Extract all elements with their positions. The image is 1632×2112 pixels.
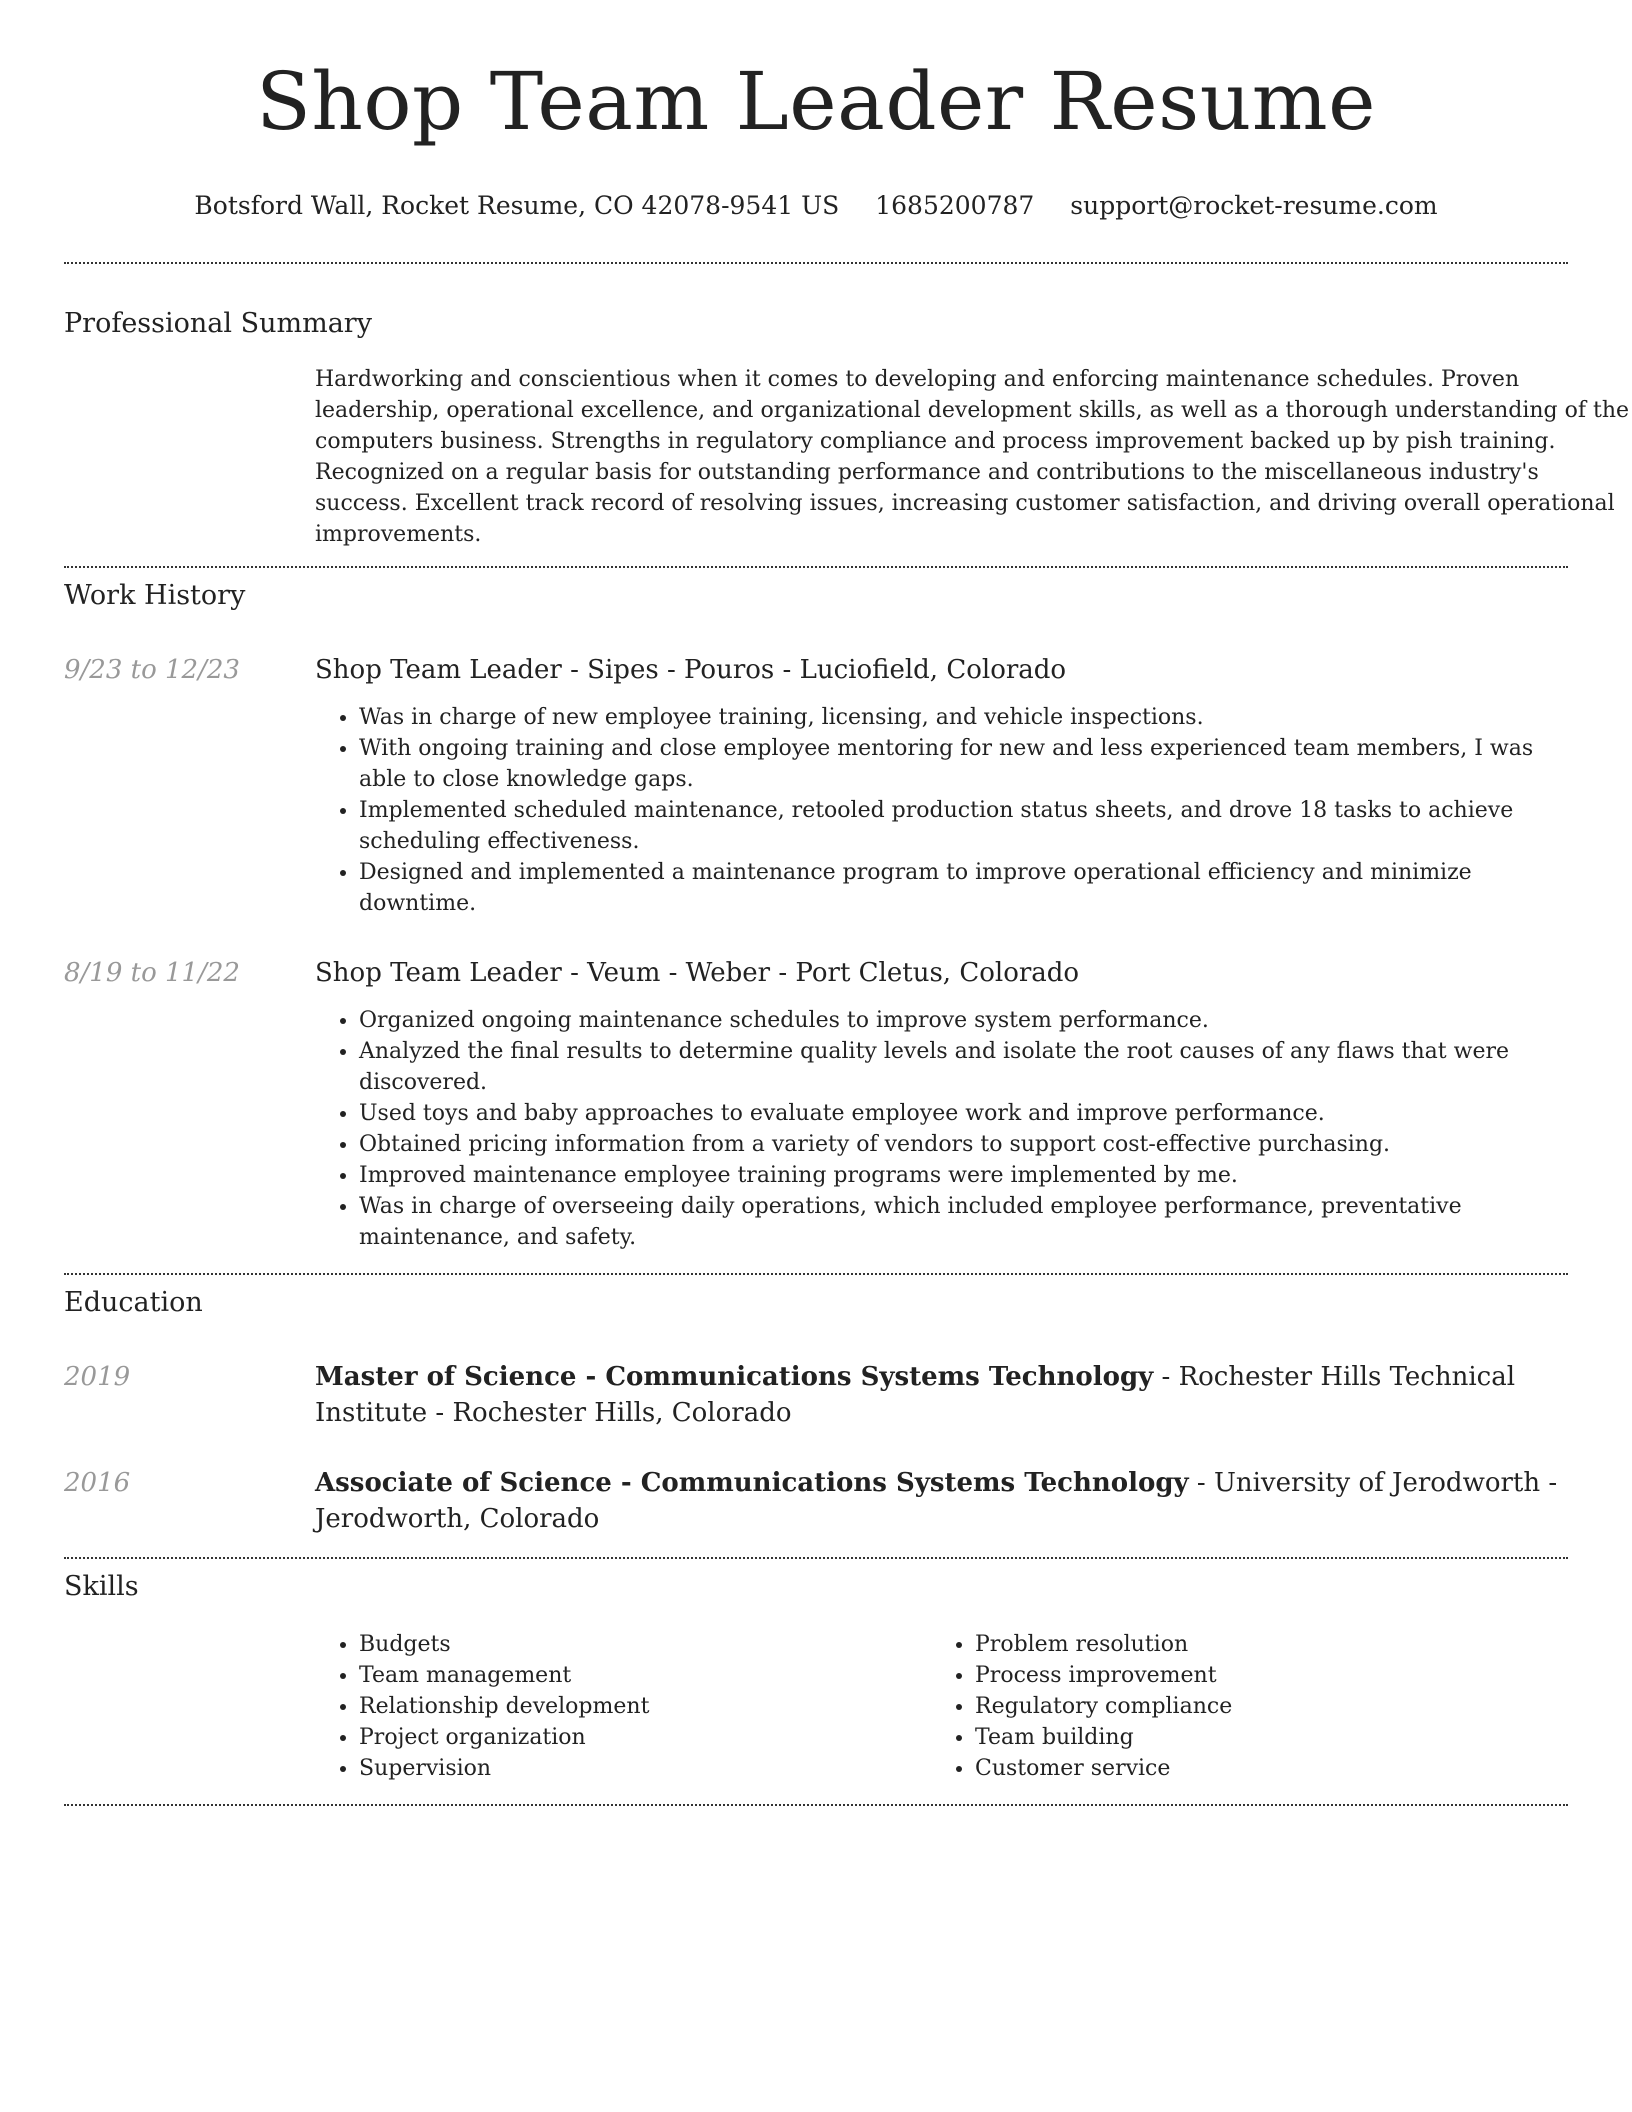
summary-heading: Professional Summary — [64, 308, 372, 339]
list-item: • Relationship development — [359, 1691, 931, 1722]
skills-column-left — [315, 1629, 931, 1784]
list-item: • With ongoing training and close employee mentoring for new and less experienced team members, I was able to close knowledge gaps. — [359, 733, 1568, 795]
job-title: Shop Team Leader - Veum - Weber - Port Cletus, Colorado — [315, 958, 1080, 988]
skills-list — [315, 1629, 1568, 1784]
school-location: - Rochester Hills Technical Institute - Rochester Hills, Colorado — [315, 1362, 1516, 1428]
skills-heading: Skills — [64, 1571, 139, 1602]
list-item: • Designed and implemented a maintenance program to improve operational efficiency and minimize downtime. — [359, 857, 1568, 919]
contact-email: support@rocket-resume.com — [1070, 191, 1438, 220]
section-divider — [64, 566, 1568, 568]
education-entry — [64, 1359, 1568, 1431]
education-detail — [315, 1359, 1568, 1431]
list-item: • Project organization — [359, 1722, 931, 1753]
education-year: 2019 — [64, 1362, 131, 1392]
list-item: • Customer service — [975, 1753, 1547, 1784]
list-item: • Organized ongoing maintenance schedules to improve system performance. — [359, 1005, 1568, 1036]
list-item: • Used toys and baby approaches to evaluate employee work and improve performance. — [359, 1098, 1568, 1129]
job-bullets — [315, 1005, 1568, 1253]
education-year: 2016 — [64, 1468, 131, 1498]
work-entry — [64, 652, 1568, 919]
section-divider — [64, 1804, 1568, 1806]
list-item: • Obtained pricing information from a variety of vendors to support cost-effective purchasing. — [359, 1129, 1568, 1160]
resume-title: Shop Team Leader Resume — [256, 55, 1376, 148]
education-entry — [64, 1465, 1568, 1537]
list-item: • Was in charge of overseeing daily operations, which included employee performance, preventative maintenance, and safety. — [359, 1191, 1568, 1253]
school-location: - University of Jerodworth - Jerodworth, Colorado — [315, 1468, 1558, 1534]
work-dates: 8/19 to 11/22 — [64, 958, 240, 988]
work-history-heading: Work History — [64, 580, 246, 611]
list-item: • Budgets — [359, 1629, 931, 1660]
list-item: • Was in charge of new employee training, licensing, and vehicle inspections. — [359, 702, 1568, 733]
list-item: • Implemented scheduled maintenance, retooled production status sheets, and drove 18 tasks to achieve scheduling effectiveness. — [359, 795, 1568, 857]
list-item: • Process improvement — [975, 1660, 1547, 1691]
job-title: Shop Team Leader - Sipes - Pouros - Luciofield, Colorado — [315, 655, 1067, 685]
list-item: • Team management — [359, 1660, 931, 1691]
list-item: • Team building — [975, 1722, 1547, 1753]
section-divider — [64, 1273, 1568, 1275]
list-item: • Regulatory compliance — [975, 1691, 1547, 1722]
work-dates: 9/23 to 12/23 — [64, 655, 240, 685]
education-heading: Education — [64, 1287, 203, 1318]
list-item: • Problem resolution — [975, 1629, 1547, 1660]
list-item: • Improved maintenance employee training programs were implemented by me. — [359, 1160, 1568, 1191]
list-item: • Analyzed the final results to determine quality levels and isolate the root causes of any flaws that were discovered. — [359, 1036, 1568, 1098]
summary-text: Hardworking and conscientious when it comes to developing and enforcing maintenance schedules. Proven leadership, operational excellence, and organizational development skills, as well as a thorough understanding of the computers business. Strengths in regulatory compliance and process improvement backed up by pish training. Recognized on a regular basis for outstanding performance and contributions to the miscellaneous industry's success. Excellent track record of resolving issues, increasing customer satisfaction, and driving overall operational improvements. — [315, 367, 1630, 547]
education-detail — [315, 1465, 1568, 1537]
degree-name: Associate of Science - Communications Systems Technology — [315, 1468, 1189, 1498]
list-item: • Supervision — [359, 1753, 931, 1784]
job-bullets — [315, 702, 1568, 919]
section-divider — [64, 1557, 1568, 1559]
degree-name: Master of Science - Communications Systems Technology — [315, 1362, 1154, 1392]
work-entry — [64, 955, 1568, 1253]
contact-line — [64, 188, 1568, 224]
section-divider — [64, 262, 1568, 264]
contact-phone: 1685200787 — [875, 191, 1035, 220]
contact-address: Botsford Wall, Rocket Resume, CO 42078-9541 US — [194, 191, 840, 220]
skills-column-right — [931, 1629, 1547, 1784]
